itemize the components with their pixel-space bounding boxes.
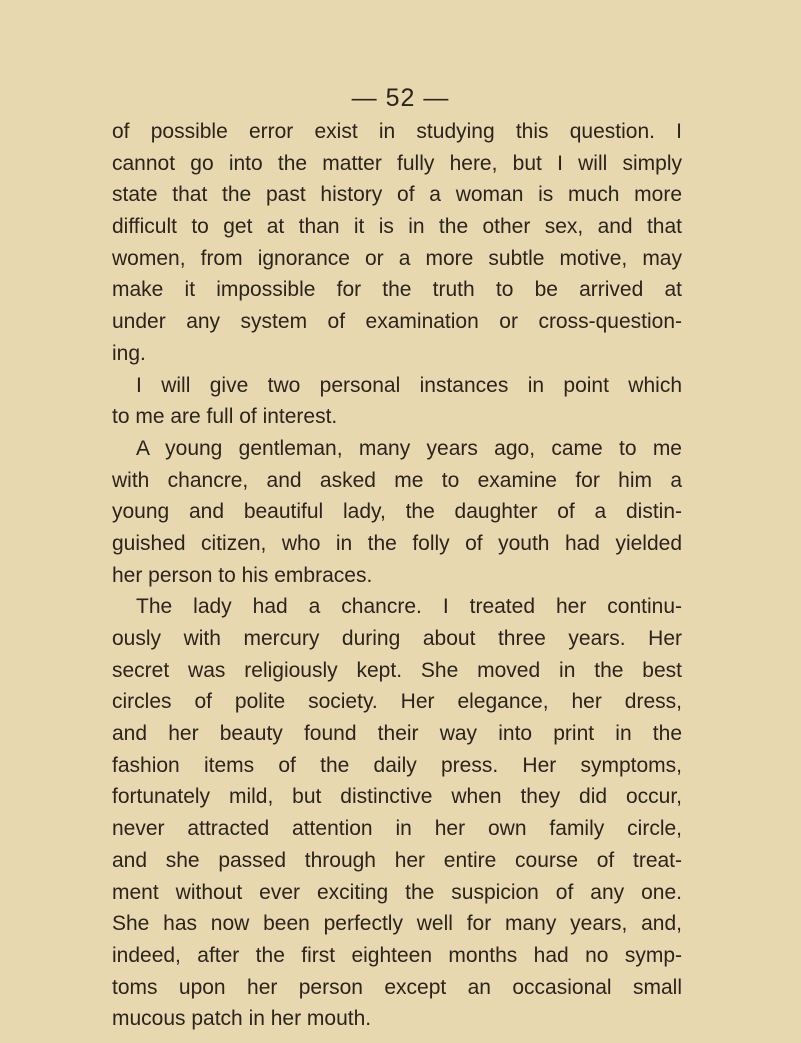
text-line: young and beautiful lady, the daughter of a distin- <box>112 500 682 524</box>
text-line: fortunately mild, but distinctive when they did occur, <box>112 785 682 809</box>
text-line: guished citizen, who in the folly of youth had yielded <box>112 531 682 555</box>
text-line: toms upon her person except an occasional small <box>112 975 682 999</box>
text-line: A young gentleman, many years ago, came to me <box>136 436 682 460</box>
text-line: secret was religiously kept. She moved in the best <box>112 658 682 682</box>
text-line: with chancre, and asked me to examine for him a <box>112 468 682 492</box>
text-line: make it impossible for the truth to be arrived at <box>112 278 682 302</box>
text-line: ing. <box>112 341 146 365</box>
text-line: and she passed through her entire course of treat- <box>112 848 682 872</box>
text-line: never attracted attention in her own family circle, <box>112 817 682 841</box>
text-line: The lady had a chancre. I treated her continu- <box>136 595 682 619</box>
text-line: indeed, after the first eighteen months had no symp- <box>112 943 682 967</box>
text-line: ously with mercury during about three years. Her <box>112 627 682 650</box>
text-line: I will give two personal instances in point which <box>136 373 682 397</box>
text-line: She has now been perfectly well for many years, and, <box>112 912 682 936</box>
text-line: her person to his embraces. <box>112 563 373 587</box>
text-line: state that the past history of a woman is much more <box>112 183 682 207</box>
text-line: to me are full of interest. <box>112 405 338 429</box>
text-line: cannot go into the matter fully here, but I will simply <box>112 151 682 175</box>
text-line: and her beauty found their way into print in the <box>112 722 682 746</box>
text-line: fashion items of the daily press. Her symptoms, <box>112 753 682 777</box>
page-number: — 52 — <box>351 84 450 112</box>
text-line: circles of polite society. Her elegance, her dress, <box>112 690 682 714</box>
text-line: difficult to get at than it is in the other sex, and that <box>112 215 682 239</box>
text-line: of possible error exist in studying this question. I <box>112 120 682 143</box>
text-line: women, from ignorance or a more subtle motive, may <box>112 246 682 270</box>
text-line: under any system of examination or cross-question- <box>112 310 682 334</box>
text-line: ment without ever exciting the suspicion of any one. <box>112 880 682 904</box>
body-text <box>112 116 682 1035</box>
text-line: mucous patch in her mouth. <box>112 1007 372 1031</box>
